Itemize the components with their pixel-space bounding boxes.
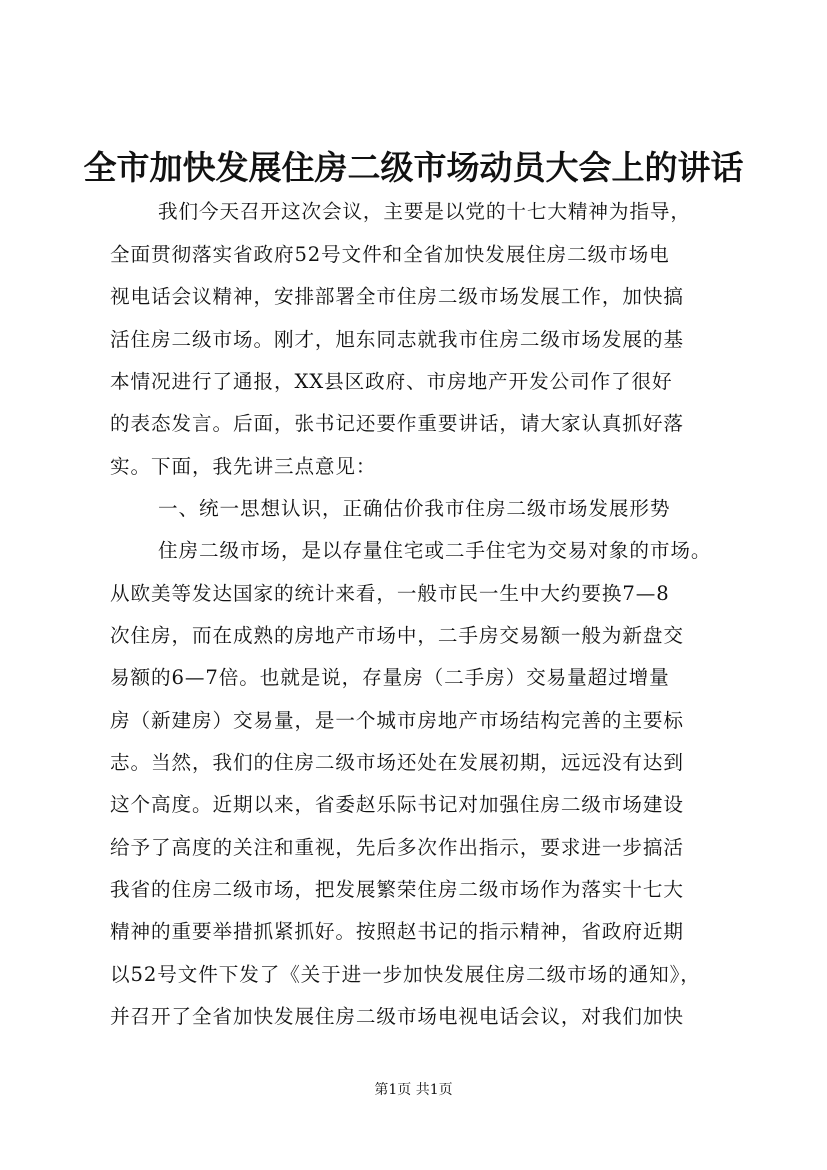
paragraph-line: 从欧美等发达国家的统计来看，一般市民一生中大约要换7—8 — [110, 582, 670, 605]
paragraph-line: 这个高度。近期以来，省委赵乐际书记对加强住房二级市场建设 — [110, 793, 684, 816]
paragraph-line: 精神的重要举措抓紧抓好。按照赵书记的指示精神，省政府近期 — [110, 920, 684, 943]
paragraph-line: 实。下面，我先讲三点意见： — [110, 455, 377, 478]
paragraph-line: 住房二级市场，是以存量住宅或二手住宅为交易对象的市场。 — [158, 539, 712, 562]
paragraph-line: 易额的6—7倍。也就是说，存量房（二手房）交易量超过增量 — [110, 666, 670, 689]
section-heading: 一、统一思想认识，正确估价我市住房二级市场发展形势 — [158, 497, 671, 520]
page-title: 全市加快发展住房二级市场动员大会上的讲话 — [83, 148, 744, 187]
paragraph-line: 房（新建房）交易量，是一个城市房地产市场结构完善的主要标 — [110, 709, 684, 732]
paragraph-line: 并召开了全省加快发展住房二级市场电视电话会议，对我们加快 — [110, 1005, 684, 1028]
paragraph-line: 本情况进行了通报，XX县区政府、市房地产开发公司作了很好 — [110, 370, 673, 393]
paragraph-line: 给予了高度的关注和重视，先后多次作出指示，要求进一步搞活 — [110, 836, 684, 859]
paragraph-line: 以52号文件下发了《关于进一步加快发展住房二级市场的通知》， — [110, 963, 701, 986]
paragraph-line: 我省的住房二级市场，把发展繁荣住房二级市场作为落实十七大 — [110, 878, 684, 901]
paragraph-line: 的表态发言。后面，张书记还要作重要讲话，请大家认真抓好落 — [110, 412, 684, 435]
paragraph-line: 志。当然，我们的住房二级市场还处在发展初期，远远没有达到 — [110, 751, 684, 774]
paragraph-line: 活住房二级市场。刚才，旭东同志就我市住房二级市场发展的基 — [110, 328, 684, 351]
paragraph-line: 次住房，而在成熟的房地产市场中，二手房交易额一般为新盘交 — [110, 624, 684, 647]
paragraph-line: 全面贯彻落实省政府52号文件和全省加快发展住房二级市场电 — [110, 243, 670, 266]
page-footer: 第1页 共1页 — [374, 1082, 453, 1098]
paragraph-line: 我们今天召开这次会议，主要是以党的十七大精神为指导， — [158, 200, 691, 223]
paragraph-line: 视电话会议精神，安排部署全市住房二级市场发展工作，加快搞 — [110, 285, 684, 308]
